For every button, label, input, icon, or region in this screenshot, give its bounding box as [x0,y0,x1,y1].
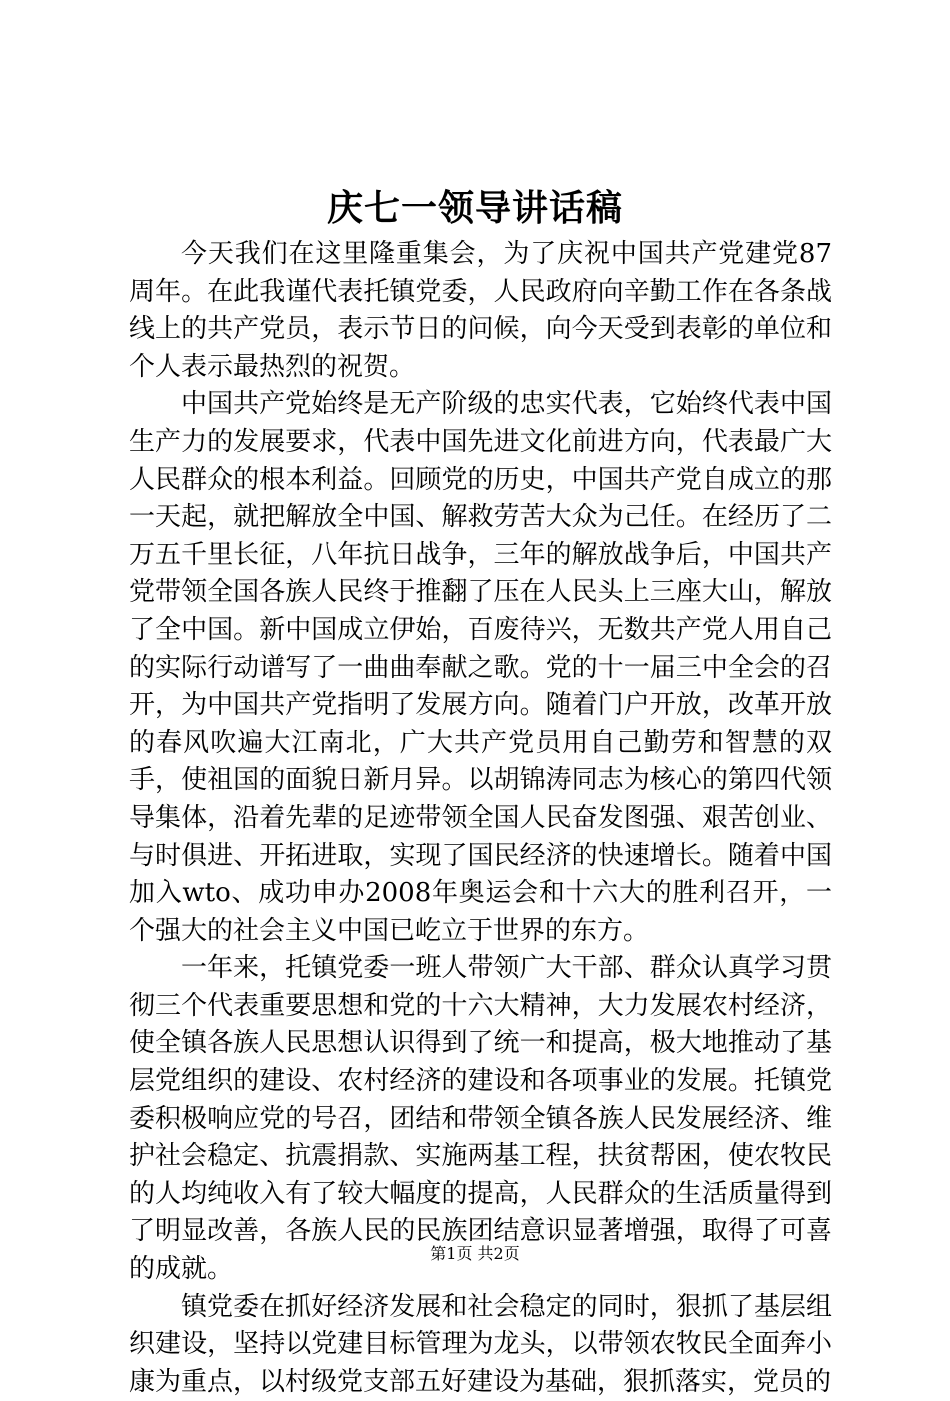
paragraph-2: 中国共产党始终是无产阶级的忠实代表，它始终代表中国生产力的发展要求，代表中国先进文化前进方向，代表最广大人民群众的根本利益。回顾党的历史，中国共产党自成立的那一天起，就把解放全中国、解救劳苦大众为己任。在经历了二万五千里长征，八年抗日战争，三年的解放战争后，中国共产党带领全国各族人民终于推翻了压在人民头上三座大山，解放了全中国。新中国成立伊始，百废待兴，无数共产党人用自己的实际行动谱写了一曲曲奉献之歌。党的十一届三中全会的召开，为中国共产党指明了发展方向。随着门户开放，改革开放的春风吹遍大江南北，广大共产党员用自己勤劳和智慧的双手，使祖国的面貌日新月异。以胡锦涛同志为核心的第四代领导集体，沿着先辈的足迹带领全国人民奋发图强、艰苦创业、与时俱进、开拓进取，实现了国民经济的快速增长。随着中国加入wto、成功申办2008年奥运会和十六大的胜利召开，一个强大的社会主义中国已屹立于世界的东方。 [129,389,832,946]
paragraph-3: 一年来，托镇党委一班人带领广大干部、群众认真学习贯彻三个代表重要思想和党的十六大精神，大力发展农村经济，使全镇各族人民思想认识得到了统一和提高，极大地推动了基层党组织的建设、农村经济的建设和各项事业的发展。托镇党委积极响应党的号召，团结和带领全镇各族人民发展经济、维护社会稳定、抗震捐款、实施两基工程，扶贫帮困，使农牧民的人均纯收入有了较大幅度的提高，人民群众的生活质量得到了明显改善，各族人民的民族团结意识显著增强，取得了可喜的成就。 [129,953,832,1285]
document-title: 庆七一领导讲话稿 [326,187,623,229]
document-body [129,236,832,1401]
paragraph-4: 镇党委在抓好经济发展和社会稳定的同时，狠抓了基层组织建设，坚持以党建目标管理为龙头，以带领农牧民全面奔小康为重点，以村级党支部五好建设为基础，狠抓落实，党员的 [129,1291,832,1397]
paragraph-1: 今天我们在这里隆重集会，为了庆祝中国共产党建党87周年。在此我谨代表托镇党委，人民政府向辛勤工作在各条战线上的共产党员，表示节日的问候，向今天受到表彰的单位和个人表示最热烈的祝贺。 [129,239,832,382]
page-number-footer: 第1页 共2页 [430,1244,520,1263]
